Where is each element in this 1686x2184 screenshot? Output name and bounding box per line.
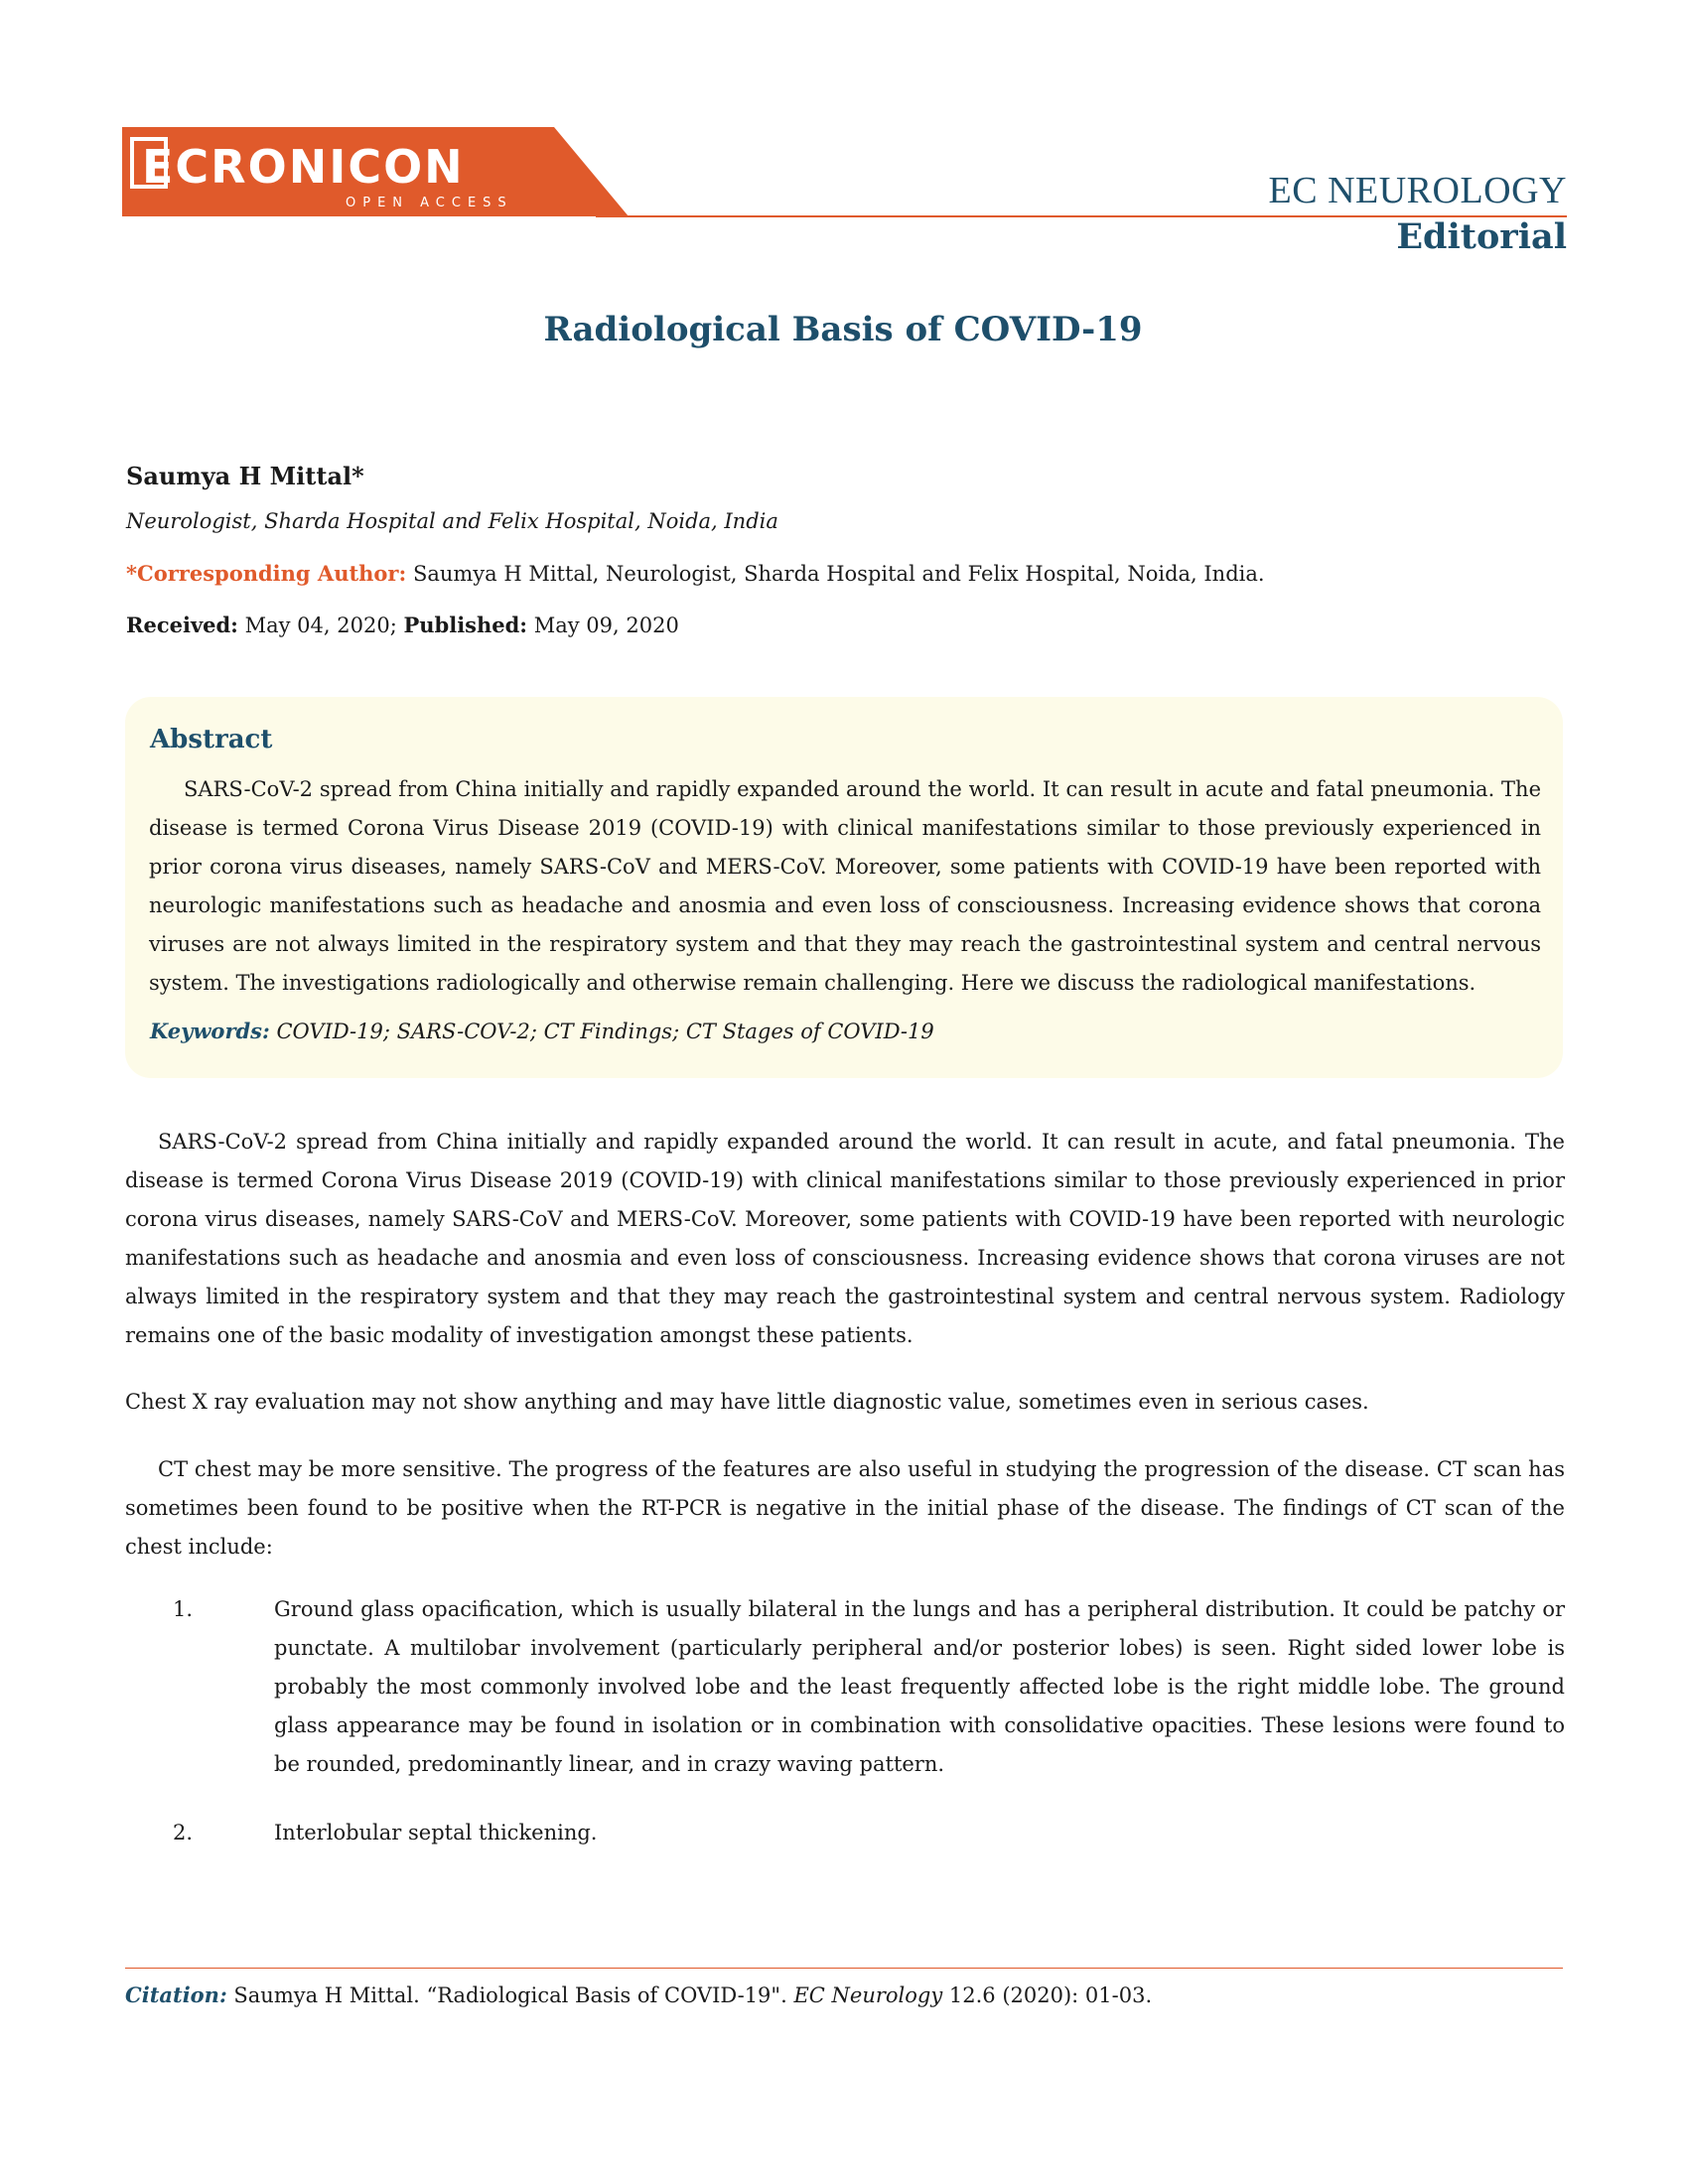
cronicon-logo xyxy=(122,127,629,216)
logo-main-text: ECRONICON xyxy=(142,140,465,194)
body-paragraph-2: Chest X ray evaluation may not show anything and may have little diagnostic value, sometimes even in serious cases. xyxy=(125,1390,1369,1414)
footer-rule xyxy=(125,1968,1563,1969)
list-text: Interlobular septal thickening. xyxy=(274,1821,598,1844)
received-label: Received: xyxy=(126,613,238,637)
citation-details: 12.6 (2020): 01-03. xyxy=(948,1983,1153,2007)
author-affiliation: Neurologist, Sharda Hospital and Felix Hospital, Noida, India xyxy=(126,509,778,533)
article-type: Editorial xyxy=(1396,216,1567,257)
citation xyxy=(125,1982,1152,2007)
abstract-text: SARS-CoV-2 spread from China initially and rapidly expanded around the world. It can result in acute and fatal pneumonia. The disease is termed Corona Virus Disease 2019 (COVID-19) with clinical manifestations similar to those previously experienced in prior corona virus diseases, namely SARS-CoV and MERS-CoV. Moreover, some patients with COVID-19 have been reported with neurologic manifestations such as headache and anosmia and even loss of consciousness. Increasing evidence shows that corona viruses are not always limited in the respiratory system and that they may reach the gastrointestinal system and central nervous system. The investigations radiologically and otherwise remain challenging. Here we discuss the radiological manifestations. xyxy=(149,777,1541,995)
corresponding-author xyxy=(126,561,1265,586)
keywords-label: Keywords: xyxy=(150,1019,270,1043)
article-title: Radiological Basis of COVID-19 xyxy=(543,310,1143,349)
citation-label: Citation: xyxy=(125,1982,227,2007)
citation-journal: EC Neurology xyxy=(793,1983,943,2007)
body-paragraph-1: SARS-CoV-2 spread from China initially and rapidly expanded around the world. It can result in acute, and fatal pneumonia. The disease is termed Corona Virus Disease 2019 (COVID-19) with clinical manifestations similar to those previously experienced in prior corona virus diseases, namely SARS-CoV and MERS-CoV. Moreover, some patients with COVID-19 have been reported with neurologic manifestations such as headache and anosmia and even loss of consciousness. Increasing evidence shows that corona viruses are not always limited in the respiratory system and that they may reach the gastrointestinal system and central nervous system. Radiology remains one of the basic modality of investigation amongst these patients. xyxy=(125,1130,1565,1347)
citation-text: Saumya H Mittal. “Radiological Basis of COVID-19". xyxy=(233,1983,787,2007)
logo-sub-text: OPEN ACCESS xyxy=(346,196,513,210)
received-date: May 04, 2020; xyxy=(244,614,397,637)
list-number: 1. xyxy=(173,1597,194,1621)
list-text: Ground glass opacification, which is usually bilateral in the lungs and has a peripheral distribution. It could be patchy or punctate. A multilobar involvement (particularly peripheral and/or posterior lobes) is seen. Right sided lower lobe is probably the most commonly involved lobe and the least frequently affected lobe is the right middle lobe. The ground glass appearance may be found in isolation or in combination with consolidative opacities. These lesions were found to be rounded, predominantly linear, and in crazy waving pattern. xyxy=(274,1597,1565,1776)
published-date: May 09, 2020 xyxy=(533,614,679,637)
list-number: 2. xyxy=(173,1821,194,1844)
body-paragraph-3: CT chest may be more sensitive. The progress of the features are also useful in studying the progression of the disease. CT scan has sometimes been found to be positive when the RT-PCR is negative in the initial phase of the disease. The findings of CT scan of the chest include: xyxy=(125,1457,1565,1559)
abstract-heading: Abstract xyxy=(150,725,273,754)
article-dates xyxy=(126,613,679,637)
keywords-text: COVID-19; SARS-COV-2; CT Findings; CT Stages of COVID-19 xyxy=(276,1020,934,1043)
corresponding-author-label: *Corresponding Author: xyxy=(126,561,407,586)
keywords xyxy=(150,1019,934,1043)
published-label: Published: xyxy=(403,613,528,637)
corresponding-author-text: Saumya H Mittal, Neurologist, Sharda Hospital and Felix Hospital, Noida, India. xyxy=(412,562,1265,586)
author-name: Saumya H Mittal* xyxy=(126,462,364,490)
journal-name: EC NEUROLOGY xyxy=(1268,170,1567,211)
